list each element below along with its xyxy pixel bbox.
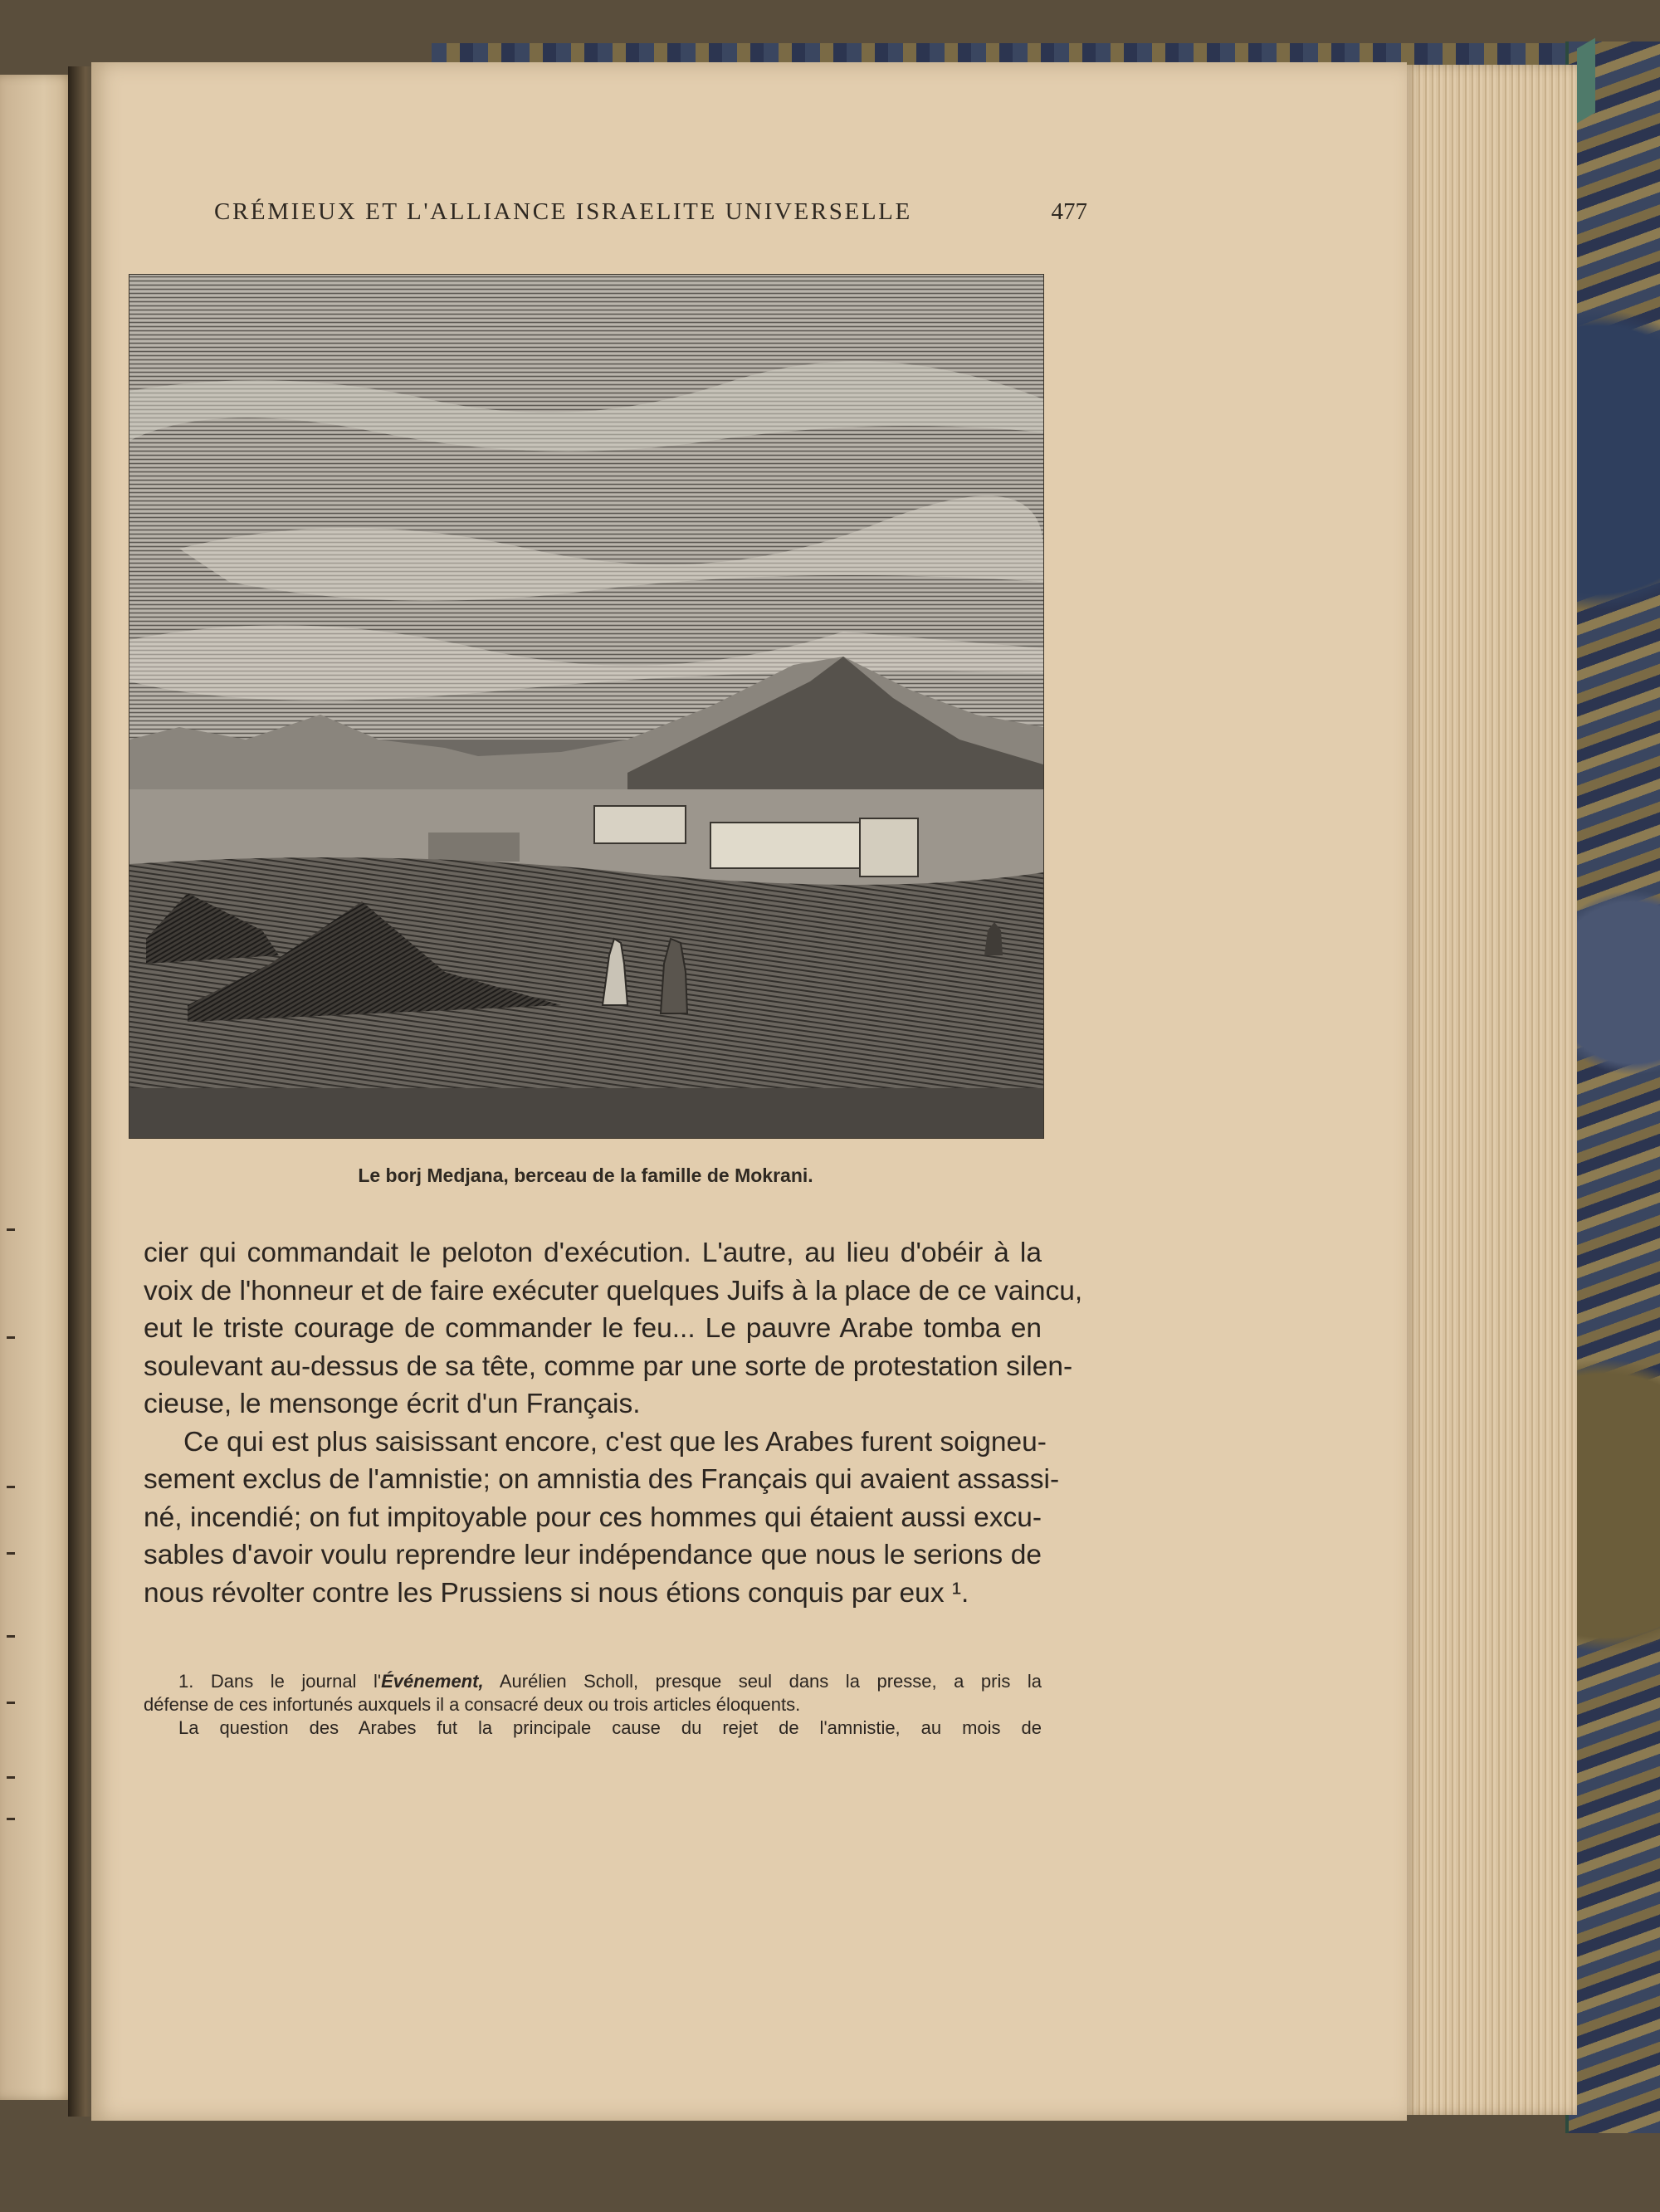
fortress-tower — [860, 818, 918, 876]
text-line: Ce qui est plus saisissant encore, c'est que les Arabes furent soigneu- — [183, 1426, 1047, 1458]
figure-caption: Le borj Medjana, berceau de la famille de Mokrani. — [358, 1165, 813, 1186]
footnote-line — [144, 1670, 1042, 1693]
fortress-wall — [710, 823, 885, 868]
left-page-mark — [7, 1486, 15, 1488]
footnotes — [144, 1670, 1042, 1740]
left-page-mark — [7, 1702, 15, 1704]
footnote-start: 1. Dans le journal l' — [178, 1671, 382, 1692]
foreground-shadow — [129, 1088, 1043, 1138]
text-line: né, incendié; on fut impitoyable pour ces hommes qui étaient aussi excu- — [144, 1502, 1042, 1533]
left-page-mark — [7, 1776, 15, 1779]
page-number: 477 — [1051, 198, 1087, 225]
left-page-mark — [7, 1336, 15, 1339]
left-facing-page — [0, 75, 73, 2100]
marbled-cover — [1565, 42, 1660, 2133]
text-line: sement exclus de l'amnistie; on amnistia des Français qui avaient assassi- — [144, 1464, 1060, 1495]
running-head — [214, 198, 1087, 240]
running-title: CRÉMIEUX ET L'ALLIANCE ISRAELITE UNIVERSELLE — [214, 198, 912, 225]
engraving-illustration — [129, 274, 1044, 1139]
book-gutter — [68, 66, 93, 2117]
text-line: nous révolter contre les Prussiens si nous étions conquis par eux ¹. — [144, 1577, 969, 1609]
text-line: cieuse, le mensonge écrit d'un Français. — [144, 1389, 641, 1419]
page-edge-stack — [1403, 65, 1577, 2115]
engraving-svg — [129, 275, 1043, 1138]
text-line: soulevant au-dessus de sa tête, comme par une sorte de protestation silen- — [144, 1350, 1073, 1382]
left-page-mark — [7, 1818, 15, 1820]
left-page-mark — [7, 1635, 15, 1638]
footnote-end: Aurélien Scholl, presque seul dans la presse, a pris la — [483, 1671, 1042, 1692]
text-line: voix de l'honneur et de faire exécuter quelques Juifs à la place de ce vaincu, — [144, 1275, 1083, 1306]
left-page-mark — [7, 1228, 15, 1231]
footnote-italic: Événement, — [381, 1671, 484, 1692]
ruin-wall — [428, 833, 520, 862]
fortress-building — [594, 806, 686, 843]
text-line: eut le triste courage de commander le feu... Le pauvre Arabe tomba en — [144, 1313, 1042, 1344]
text-line: sables d'avoir voulu reprendre leur indépendance que nous le serions de — [144, 1540, 1042, 1570]
text-line: cier qui commandait le peloton d'exécution. L'autre, au lieu d'obéir à la — [144, 1238, 1042, 1268]
footnote-line: La question des Arabes fut la principale cause du rejet de l'amnistie, au mois de — [178, 1717, 1042, 1738]
headband — [1577, 38, 1595, 124]
footnote-line: défense de ces infortunés auxquels il a consacré deux ou trois articles éloquents. — [144, 1694, 801, 1715]
body-text — [144, 1234, 1083, 1612]
left-page-mark — [7, 1552, 15, 1555]
